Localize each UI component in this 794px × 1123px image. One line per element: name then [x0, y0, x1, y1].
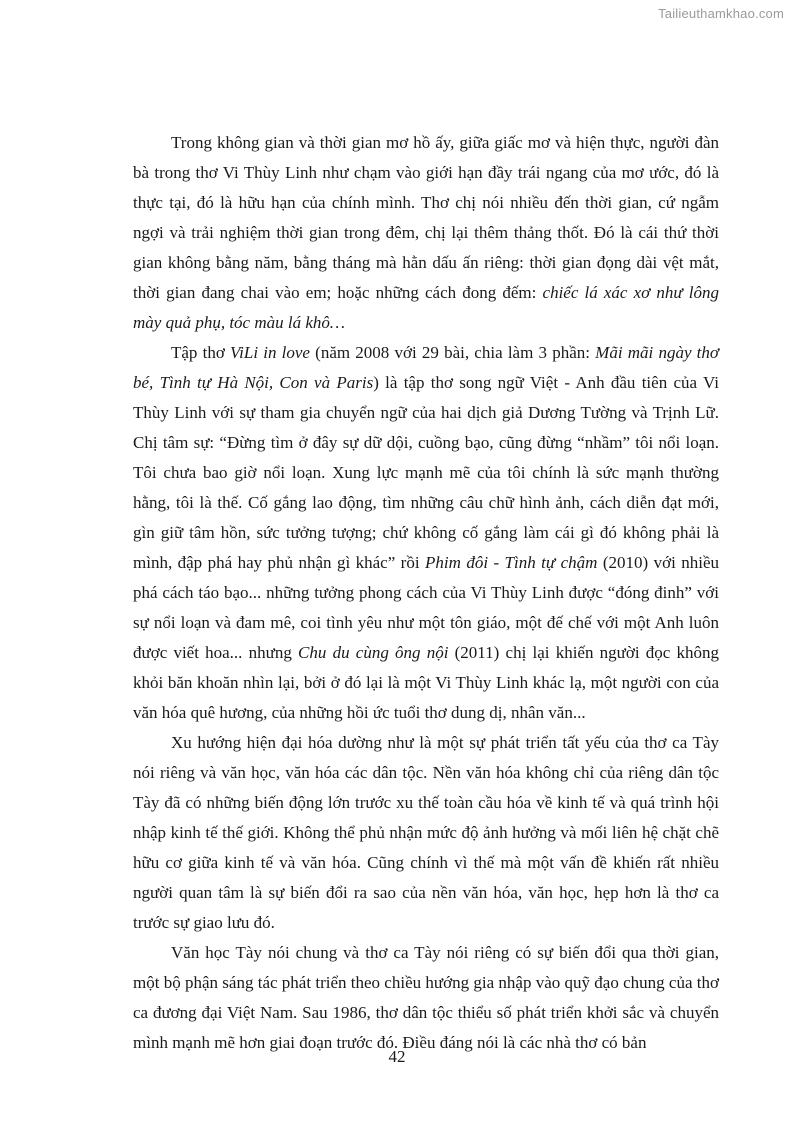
text-run: (năm 2008 với 29 bài, chia làm 3 phần:: [309, 343, 596, 362]
paragraph-1-quote: chiếc lá xác xơ như lông mày quả phụ, tóc màu lá khô…: [133, 283, 719, 332]
page-number: 42: [388, 1047, 406, 1066]
text-run: (2010) với nhiều phá cách táo bạo... những tưởng phong cách của Vi Thùy Linh được “đóng đinh” với sự nổi loạn và đam mê, coi tình yêu như một tôn giáo, một đế chế với một Anh luôn được viết hoa... nhưng: [133, 553, 720, 662]
text-run: Tập thơ: [171, 343, 231, 362]
paragraph-1-text: Trong không gian và thời gian mơ hồ ấy, giữa giấc mơ và hiện thực, người đàn bà trong thơ Vi Thùy Linh như chạm vào giới hạn đầy trái ngang của mơ ước, đó là thực tại, đó là hữu hạn của chính mình. Thơ chị nói nhiều đến thời gian, cứ ngẫm ngợi và trải nghiệm thời gian trong đêm, chị lại thêm thảng thốt. Đó là cái thứ thời gian không bằng năm, bằng tháng mà hằn dấu ấn riêng: thời gian đọng dài vệt mắt, thời gian đang chai vào em; hoặc những cách đong đếm:: [133, 133, 719, 302]
book-title-vili: ViLi in love: [230, 343, 310, 362]
book-title-chu-du: Chu du cùng ông nội: [298, 643, 449, 662]
document-body: [133, 128, 719, 1058]
book-parts: Mãi mãi ngày thơ bé, Tình tự Hà Nội, Con và Paris: [133, 343, 719, 392]
watermark: Tailieuthamkhao.com: [658, 6, 784, 21]
book-title-phim-doi: Phim đôi - Tình tự chậm: [425, 553, 598, 572]
paragraph-1: [133, 128, 719, 338]
text-run: ) là tập thơ song ngữ Việt - Anh đầu tiên của Vi Thùy Linh với sự tham gia chuyển ngữ của hai dịch giả Dương Tường và Trịnh Lữ. Chị tâm sự: “Đừng tìm ở đây sự dữ dội, cuồng bạo, cũng đừng “nhầm” tôi nổi loạn. Tôi chưa bao giờ nổi loạn. Xung lực mạnh mẽ của tôi chính là sức mạnh thường hằng, tôi là thế. Cố gắng lao động, tìm những câu chữ hình ảnh, cách diễn đạt mới, gìn giữ tâm hồn, sức tưởng tượng; chứ không cố gắng làm cái gì đó không phải là mình, đập phá hay phủ nhận gì khác” rồi: [133, 373, 720, 572]
text-run: (2011) chị lại khiến người đọc không khỏi băn khoăn nhìn lại, bởi ở đó lại là một Vi Thùy Linh khác lạ, một người con của văn hóa quê hương, của những hồi ức tuổi thơ dung dị, nhân văn...: [133, 643, 720, 722]
paragraph-2: [133, 338, 719, 728]
paragraph-4: Văn học Tày nói chung và thơ ca Tày nói riêng có sự biến đổi qua thời gian, một bộ phận sáng tác phát triển theo chiều hướng gia nhập vào quỹ đạo chung của thơ ca đương đại Việt Nam. Sau 1986, thơ dân tộc thiểu số phát triển khởi sắc và chuyển mình mạnh mẽ hơn giai đoạn trước đó. Điều đáng nói là các nhà thơ có bản: [133, 943, 719, 1052]
paragraph-3: Xu hướng hiện đại hóa dường như là một sự phát triển tất yếu của thơ ca Tày nói riêng và văn học, văn hóa các dân tộc. Nền văn hóa không chỉ của riêng dân tộc Tày đã có những biến động lớn trước xu thế toàn cầu hóa về kinh tế và quá trình hội nhập kinh tế thế giới. Không thể phủ nhận mức độ ảnh hưởng và mối liên hệ chặt chẽ hữu cơ giữa kinh tế và văn hóa. Cũng chính vì thế mà một vấn đề khiến rất nhiều người quan tâm là sự biến đổi ra sao của nền văn hóa, văn học, hẹp hơn là thơ ca trước sự giao lưu đó.: [133, 733, 719, 932]
